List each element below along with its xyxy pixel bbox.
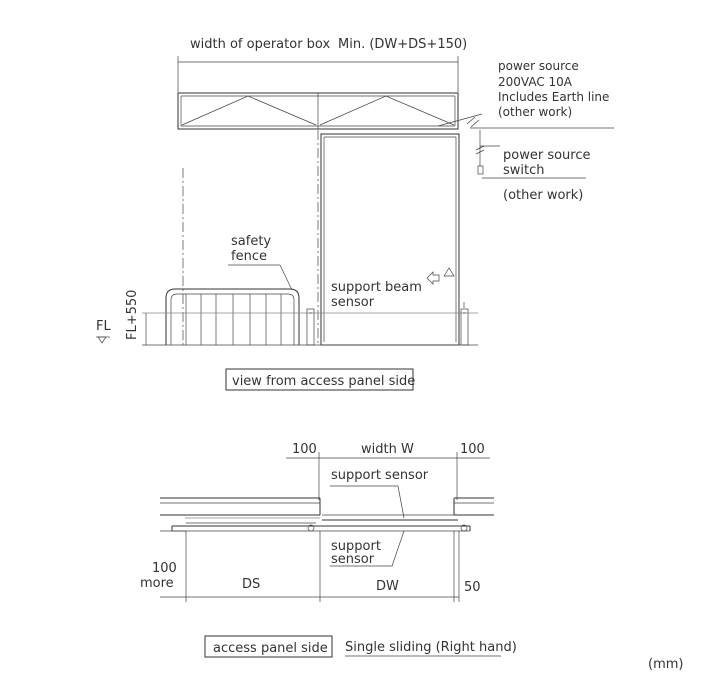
plan-support-sensor-bottom-line2: sensor xyxy=(331,552,375,567)
safety-fence xyxy=(166,234,299,345)
plan-clearance-line2: more xyxy=(140,576,174,591)
plan-clearance-line1: 100 xyxy=(152,561,177,576)
plan-dw-label: DW xyxy=(376,579,399,594)
power-switch-line3: (other work) xyxy=(503,188,584,203)
power-switch xyxy=(476,130,590,203)
plan-view xyxy=(140,442,517,657)
power-source-line1: power source xyxy=(498,59,579,73)
elevation-caption: view from access panel side xyxy=(232,374,416,389)
operator-box-min-label: Min. (DW+DS+150) xyxy=(338,37,468,52)
support-beam-sensor-line2: sensor xyxy=(331,295,375,310)
power-switch-line2: switch xyxy=(503,163,545,178)
plan-support-sensor-top-label: support sensor xyxy=(331,468,429,483)
power-source-line3: Includes Earth line xyxy=(498,90,610,104)
safety-fence-line1: safety xyxy=(231,234,272,249)
plan-access-panel-caption: access panel side xyxy=(213,641,328,656)
operator-box-dimension xyxy=(178,37,467,92)
direction-arrow-icon xyxy=(427,268,454,284)
power-source xyxy=(438,59,614,128)
operator-box xyxy=(178,93,458,129)
operator-box-label: width of operator box xyxy=(190,37,331,52)
support-beam-sensor xyxy=(307,280,468,345)
plan-dim-right: 100 xyxy=(460,442,485,457)
power-source-line4: (other work) xyxy=(498,105,573,119)
fl-reference xyxy=(96,290,478,345)
plan-walls xyxy=(160,498,494,515)
plan-dim-left: 100 xyxy=(292,442,317,457)
plan-support-sensor-bottom xyxy=(330,531,404,567)
power-source-line2: 200VAC 10A xyxy=(498,75,573,89)
plan-dim-50: 50 xyxy=(464,580,481,595)
units-label: (mm) xyxy=(648,657,684,672)
plan-type-caption: Single sliding (Right hand) xyxy=(345,640,517,655)
support-beam-sensor-line1: support beam xyxy=(331,280,422,295)
safety-fence-line2: fence xyxy=(231,249,267,264)
plan-ds-label: DS xyxy=(242,577,261,592)
elevation-view xyxy=(96,37,614,390)
fl-label: FL xyxy=(96,319,111,334)
plan-support-sensor-top xyxy=(330,468,429,518)
plan-width-label: width W xyxy=(361,442,414,457)
fl-height-label: FL+550 xyxy=(125,289,140,340)
plan-bottom-dimension xyxy=(140,531,481,602)
plan-support-sensor-bottom-line1: support xyxy=(331,539,381,554)
power-switch-line1: power source xyxy=(503,148,591,163)
plan-door xyxy=(172,515,470,531)
